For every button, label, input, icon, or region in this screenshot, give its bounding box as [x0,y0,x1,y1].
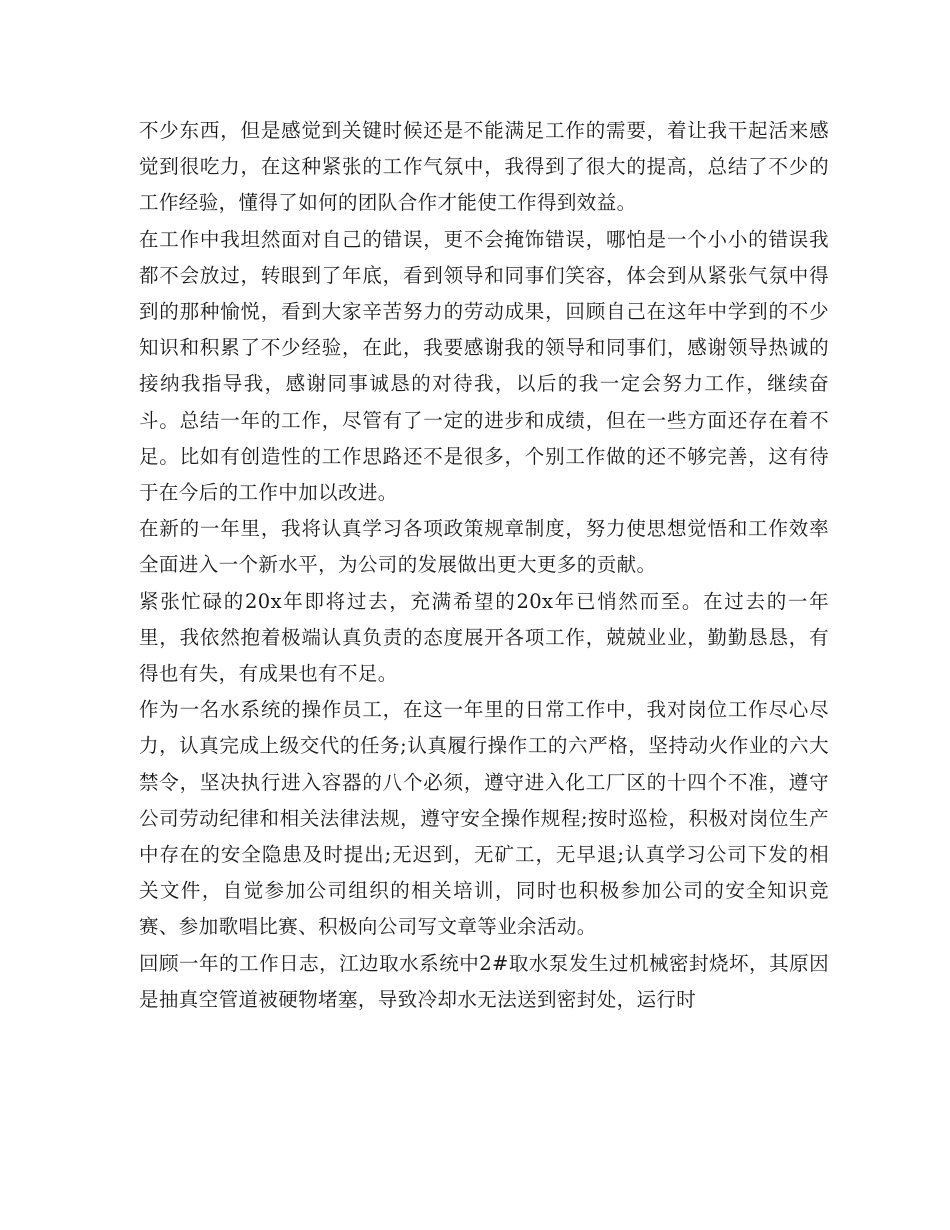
document-body [139,113,829,1018]
paragraph-4: 紧张忙碌的20x年即将过去，充满希望的20x年已悄然而至。在过去的一年里，我依然抱着极端认真负责的态度展开各项工作，兢兢业业，勤勤恳恳，有得也有失，有成果也有不足。 [139,589,829,686]
paragraph-5: 作为一名水系统的操作员工，在这一年里的日常工作中，我对岗位工作尽心尽力，认真完成上级交代的任务;认真履行操作工的六严格，坚持动火作业的六大禁令，坚决执行进入容器的八个必须，遵守进入化工厂区的十四个不准，遵守公司劳动纪律和相关法律法规，遵守安全操作规程;按时巡检，积极对岗位生产中存在的安全隐患及时提出;无迟到，无矿工，无早退;认真学习公司下发的相关文件，自觉参加公司组织的相关培训，同时也积极参加公司的安全知识竞赛、参加歌唱比赛、积极向公司写文章等业余活动。 [139,698,829,939]
paragraph-1: 不少东西，但是感觉到关键时候还是不能满足工作的需要，着让我干起活来感觉到很吃力，在这种紧张的工作气氛中，我得到了很大的提高，总结了不少的工作经验，懂得了如何的团队合作才能使工作得到效益。 [139,119,829,215]
paragraph-2: 在工作中我坦然面对自己的错误，更不会掩饰错误，哪怕是一个小小的错误我都不会放过，转眼到了年底，看到领导和同事们笑容，体会到从紧张气氛中得到的那种愉悦，看到大家辛苦努力的劳动成果，回顾自己在这年中学到的不少知识和积累了不少经验，在此，我要感谢我的领导和同事们，感谢领导热诚的接纳我指导我，感谢同事诚恳的对待我，以后的我一定会努力工作，继续奋斗。总结一年的工作，尽管有了一定的进步和成绩，但在一些方面还存在着不足。比如有创造性的工作思路还不是很多，个别工作做的还不够完善，这有待于在今后的工作中加以改进。 [139,227,829,505]
paragraph-3: 在新的一年里，我将认真学习各项政策规章制度，努力使思想觉悟和工作效率全面进入一个新水平，为公司的发展做出更大更多的贡献。 [139,517,829,577]
paragraph-6: 回顾一年的工作日志，江边取水系统中2#取水泵发生过机械密封烧坏，其原因是抽真空管道被硬物堵塞，导致冷却水无法送到密封处，运行时 [139,951,829,1011]
